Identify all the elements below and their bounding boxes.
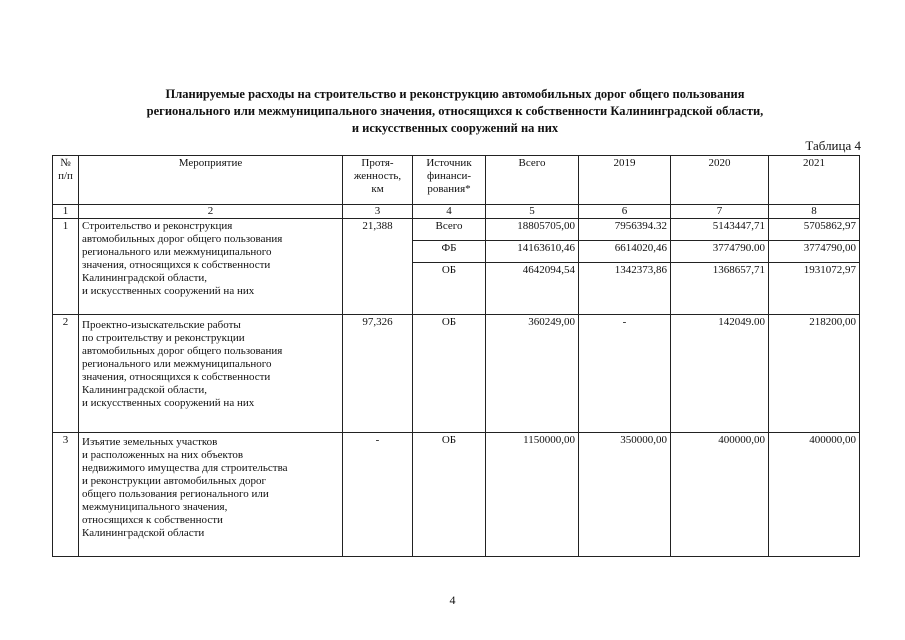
header-total: Всего bbox=[486, 156, 579, 205]
row-2021: 3774790,00 bbox=[769, 241, 860, 263]
row-source: ОБ bbox=[413, 263, 486, 315]
row-length: 21,388 bbox=[343, 219, 413, 315]
row-total: 14163610,46 bbox=[486, 241, 579, 263]
header-num: № п/п bbox=[53, 156, 79, 205]
row-2020: 5143447,71 bbox=[671, 219, 769, 241]
table-row bbox=[53, 219, 860, 241]
table-row bbox=[53, 315, 860, 433]
header-row bbox=[53, 156, 860, 205]
row-2020: 400000,00 bbox=[671, 433, 769, 557]
column-number: 2 bbox=[79, 205, 343, 219]
row-length: 97,326 bbox=[343, 315, 413, 433]
row-2019: 6614020,46 bbox=[579, 241, 671, 263]
column-number: 7 bbox=[671, 205, 769, 219]
row-description: Строительство и реконструкция автомобильных дорог общего пользования регионального или межмуниципального значения, относящихся к собственности Калининградской области, и искусственных сооружений на них bbox=[79, 219, 343, 315]
row-total: 1150000,00 bbox=[486, 433, 579, 557]
header-2021: 2021 bbox=[769, 156, 860, 205]
page-number: 4 bbox=[449, 593, 456, 607]
row-source: ФБ bbox=[413, 241, 486, 263]
row-2020: 142049.00 bbox=[671, 315, 769, 433]
title-line-1: Планируемые расходы на строительство и реконструкцию автомобильных дорог общего пользования bbox=[165, 87, 745, 101]
row-2019: - bbox=[579, 315, 671, 433]
column-number: 4 bbox=[413, 205, 486, 219]
row-2021: 5705862,97 bbox=[769, 219, 860, 241]
row-description: Проектно-изыскательские работы по строительству и реконструкции автомобильных дорог общего пользования регионального или межмуниципального значения, относящихся к собственности Калининградской области, и искусственных сооружений на них bbox=[79, 315, 343, 433]
row-num: 2 bbox=[53, 315, 79, 433]
row-2020: 1368657,71 bbox=[671, 263, 769, 315]
row-2019: 7956394.32 bbox=[579, 219, 671, 241]
row-source: Всего bbox=[413, 219, 486, 241]
row-source: ОБ bbox=[413, 315, 486, 433]
row-2021: 1931072,97 bbox=[769, 263, 860, 315]
expenses-table bbox=[52, 155, 860, 557]
row-num: 1 bbox=[53, 219, 79, 315]
column-number: 6 bbox=[579, 205, 671, 219]
column-number: 8 bbox=[769, 205, 860, 219]
row-2020: 3774790.00 bbox=[671, 241, 769, 263]
header-event: Мероприятие bbox=[79, 156, 343, 205]
row-length: - bbox=[343, 433, 413, 557]
title-line-3: и искусственных сооружений на них bbox=[351, 121, 559, 135]
row-description: Изъятие земельных участков и расположенных на них объектов недвижимого имущества для строительства и реконструкции автомобильных дорог общего пользования регионального или межмуниципального значения, относящихся к собственности Калининградской области bbox=[79, 433, 343, 557]
table-row bbox=[53, 433, 860, 557]
column-number: 5 bbox=[486, 205, 579, 219]
row-2019: 350000,00 bbox=[579, 433, 671, 557]
header-2020: 2020 bbox=[671, 156, 769, 205]
header-length: Протя- женность, км bbox=[343, 156, 413, 205]
row-total: 4642094,54 bbox=[486, 263, 579, 315]
title-line-2: регионального или межмуниципального значения, относящихся к собственности Калининградской области, bbox=[146, 104, 764, 118]
header-source: Источник финанси- рования* bbox=[413, 156, 486, 205]
row-source: ОБ bbox=[413, 433, 486, 557]
column-number: 1 bbox=[53, 205, 79, 219]
row-total: 18805705,00 bbox=[486, 219, 579, 241]
table-caption: Таблица 4 bbox=[805, 138, 861, 153]
header-2019: 2019 bbox=[579, 156, 671, 205]
document-title bbox=[55, 86, 855, 137]
row-total: 360249,00 bbox=[486, 315, 579, 433]
column-number-row bbox=[53, 205, 860, 219]
column-number: 3 bbox=[343, 205, 413, 219]
row-num: 3 bbox=[53, 433, 79, 557]
row-2019: 1342373,86 bbox=[579, 263, 671, 315]
row-2021: 218200,00 bbox=[769, 315, 860, 433]
row-2021: 400000,00 bbox=[769, 433, 860, 557]
